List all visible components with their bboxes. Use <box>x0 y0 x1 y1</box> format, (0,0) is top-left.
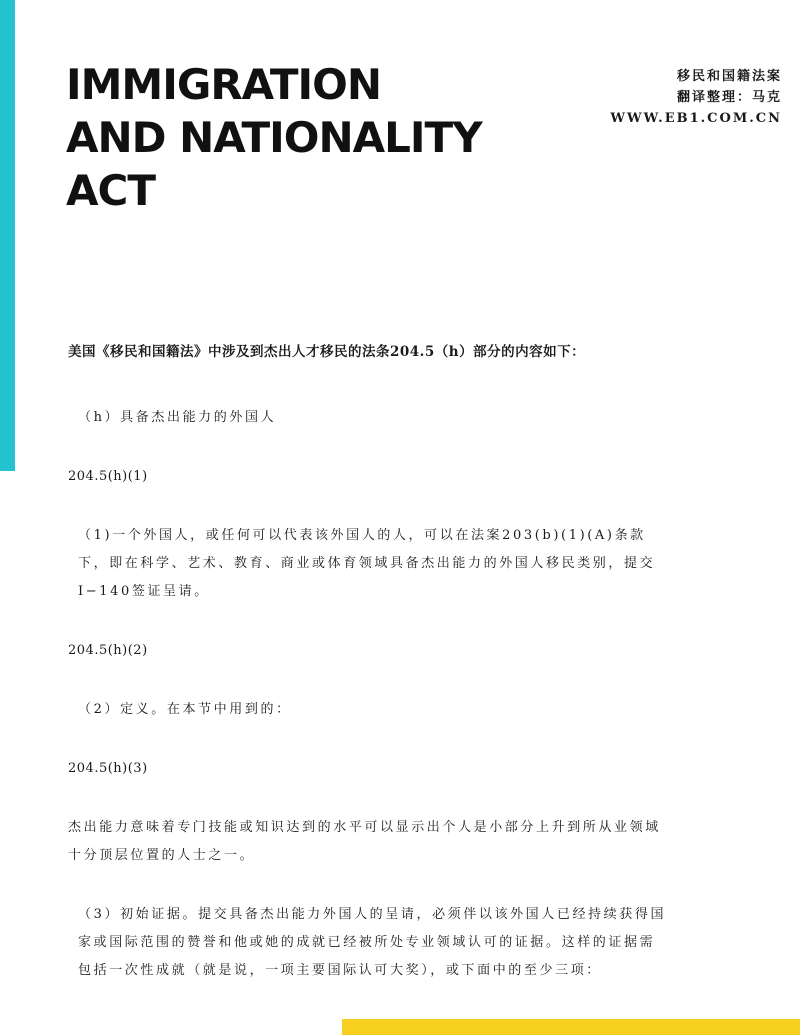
paragraph-definition: 杰出能力意味着专门技能或知识达到的水平可以显示出个人是小部分上升到所从业领域十分顶层位置的人士之一。 <box>68 820 661 863</box>
section-code-h3: 204.5(h)(3) <box>68 761 148 776</box>
paragraph-h3: （3）初始证据。提交具备杰出能力外国人的呈请，必须伴以该外国人已经持续获得国家或国际范围的赞誉和他或她的成就已经被所处专业领域认可的证据。这样的证据需包括一次性成就（就是说，一项主要国际认可大奖），或下面中的至少三项： <box>78 907 667 978</box>
header-info <box>610 66 782 129</box>
bottom-accent-bar <box>342 1019 800 1035</box>
header-translator: 翻译整理：马克 <box>676 90 782 105</box>
paragraph-h2: （2）定义。在本节中用到的： <box>78 702 292 717</box>
title-line-2: AND NATIONALITY <box>66 113 482 162</box>
title-line-1: IMMIGRATION <box>66 60 382 109</box>
title-line-3: ACT <box>66 166 155 215</box>
header-subtitle: 移民和国籍法案 <box>676 69 782 84</box>
document-body <box>68 340 668 1016</box>
paragraph-h1: （1)一个外国人，或任何可以代表该外国人的人，可以在法案203(b)(1)(A)条款下，即在科学、艺术、教育、商业或体育领域具备杰出能力的外国人移民类别，提交I−140签证呈请。 <box>78 528 656 599</box>
intro-paragraph: 美国《移民和国籍法》中涉及到杰出人才移民的法条204.5（h）部分的内容如下： <box>68 344 586 360</box>
section-h-heading: （h）具备杰出能力的外国人 <box>78 410 277 425</box>
document-title <box>66 58 482 217</box>
header-website: WWW.EB1.COM.CN <box>610 111 782 126</box>
section-code-h1: 204.5(h)(1) <box>68 469 148 484</box>
section-code-h2: 204.5(h)(2) <box>68 643 148 658</box>
left-accent-bar <box>0 0 15 471</box>
